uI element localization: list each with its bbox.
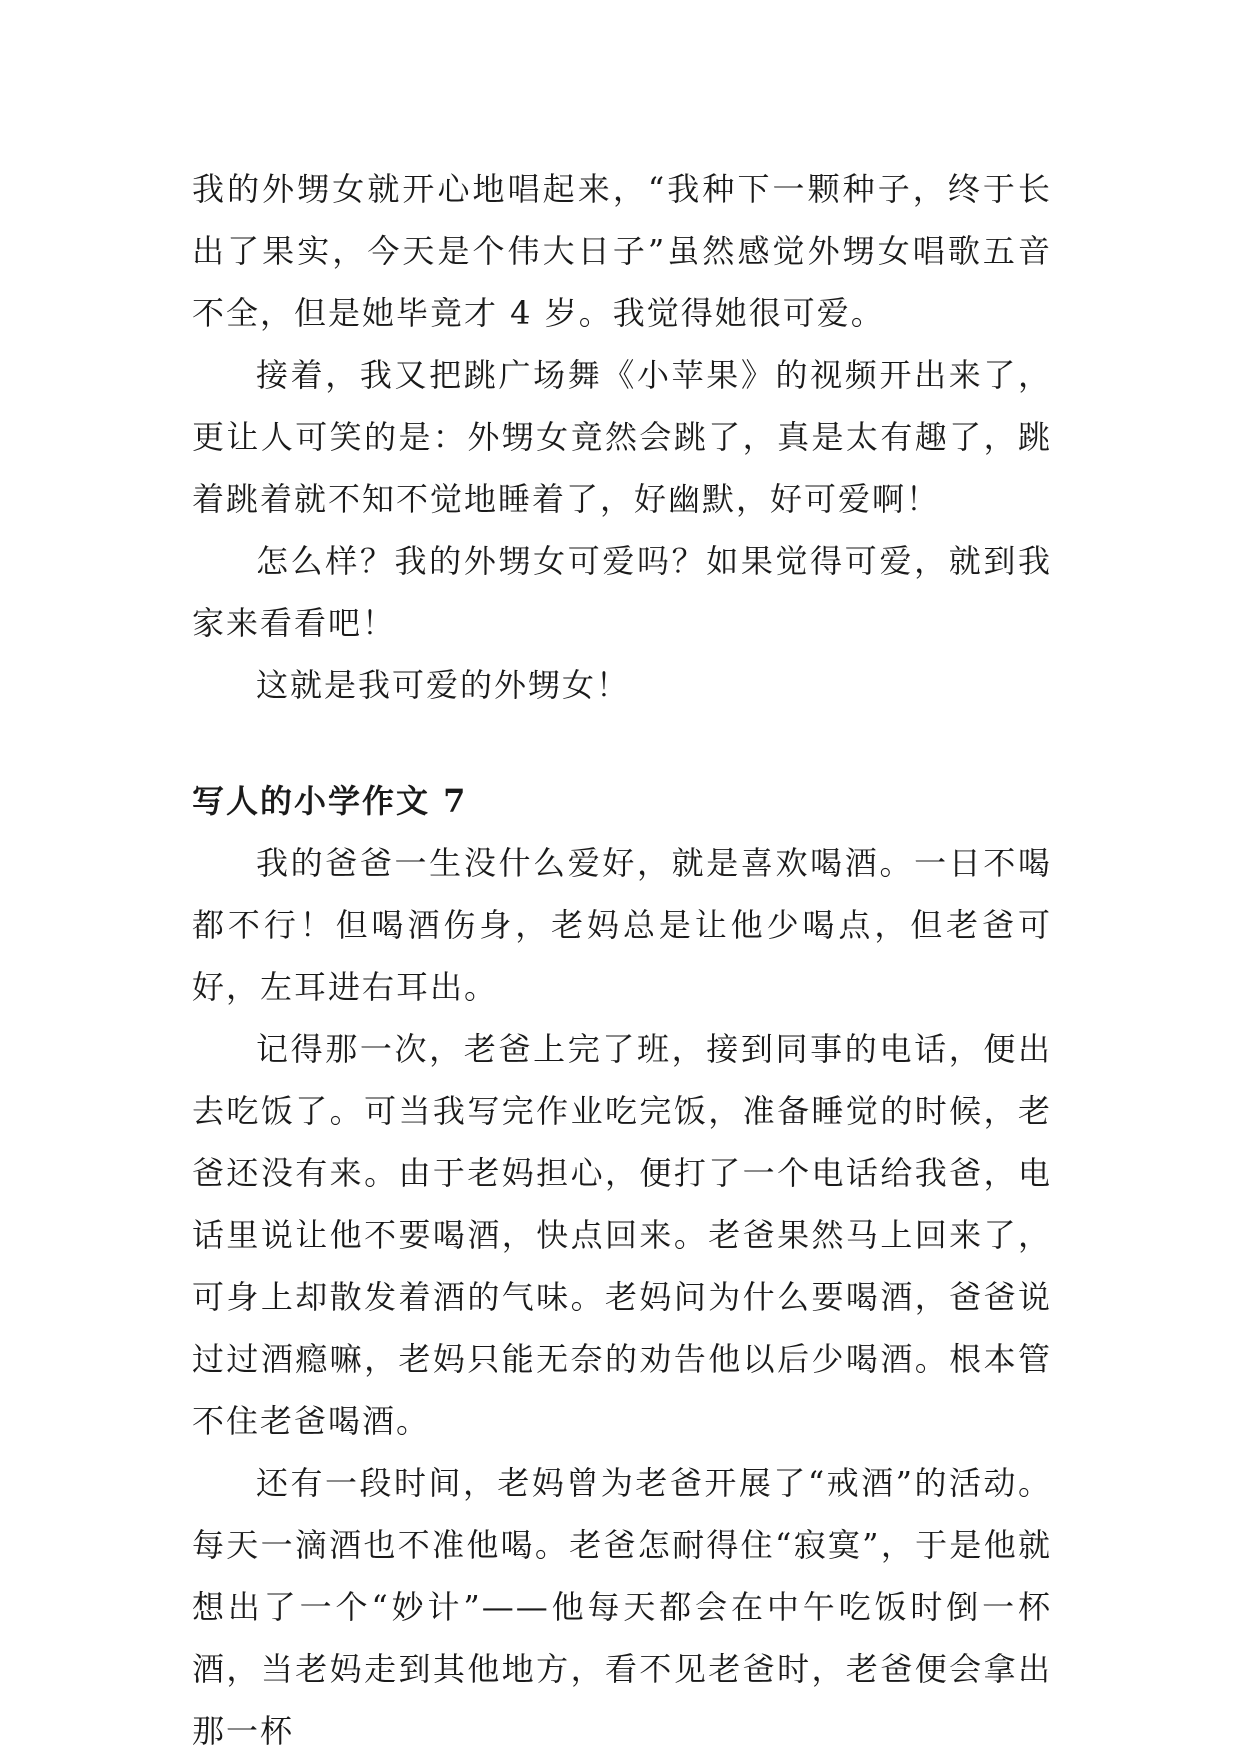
document-body bbox=[192, 158, 1052, 1762]
paragraph: 还有一段时间，老妈曾为老爸开展了“戒酒”的活动。每天一滴酒也不准他喝。老爸怎耐得住“寂寞”，于是他就想出了一个“妙计”——他每天都会在中午吃饭时倒一杯酒，当老妈走到其他地方，看不见老爸时，老爸便会拿出那一杯 bbox=[192, 1464, 1052, 1750]
paragraph: 我的爸爸一生没什么爱好，就是喜欢喝酒。一日不喝都不行！但喝酒伤身，老妈总是让他少喝点，但老爸可好，左耳进右耳出。 bbox=[192, 844, 1052, 1006]
section-title: 写人的小学作文 7 bbox=[192, 782, 468, 820]
paragraph: 我的外甥女就开心地唱起来，“我种下一颗种子，终于长出了果实，今天是个伟大日子”虽然感觉外甥女唱歌五音不全，但是她毕竟才 4 岁。我觉得她很可爱。 bbox=[192, 170, 1052, 332]
paragraph: 接着，我又把跳广场舞《小苹果》的视频开出来了，更让人可笑的是：外甥女竟然会跳了，真是太有趣了，跳着跳着就不知不觉地睡着了，好幽默，好可爱啊！ bbox=[192, 356, 1052, 518]
paragraph: 记得那一次，老爸上完了班，接到同事的电话，便出去吃饭了。可当我写完作业吃完饭，准备睡觉的时候，老爸还没有来。由于老妈担心，便打了一个电话给我爸，电话里说让他不要喝酒，快点回来。老爸果然马上回来了，可身上却散发着酒的气味。老妈问为什么要喝酒，爸爸说过过酒瘾嘛，老妈只能无奈的劝告他以后少喝酒。根本管不住老爸喝酒。 bbox=[192, 1030, 1052, 1440]
paragraph: 这就是我可爱的外甥女！ bbox=[256, 666, 631, 704]
paragraph: 怎么样？我的外甥女可爱吗？如果觉得可爱，就到我家来看看吧！ bbox=[192, 542, 1052, 642]
